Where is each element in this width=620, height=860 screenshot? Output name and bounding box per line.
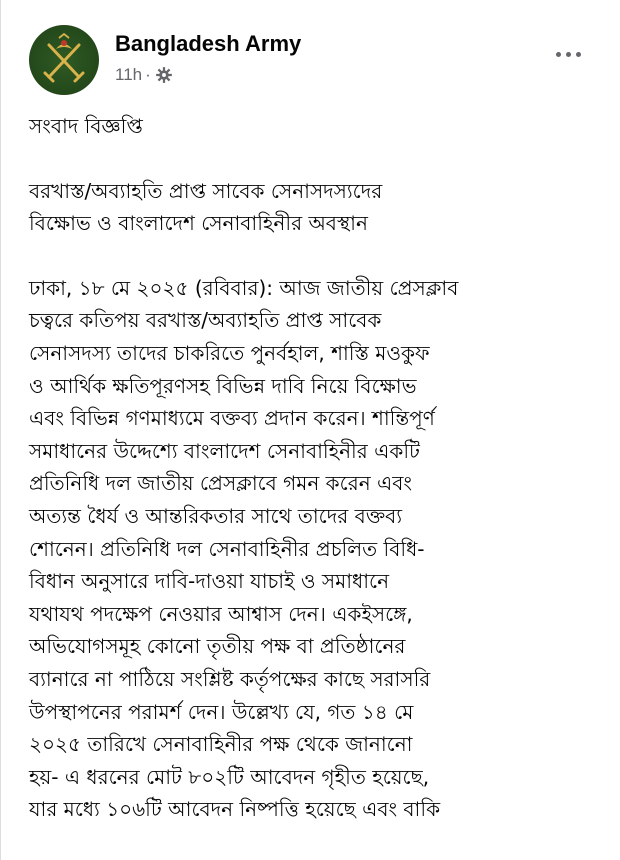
post-body: ঢাকা, ১৮ মে ২০২৫ (রবিবার): আজ জাতীয় প্রেসক্লাব চত্বরে কতিপয় বরখাস্ত/অব্যাহতি প্রাপ্ত সাবেক সেনাসদস্য তাদের চাকরিতে পুনর্বহাল, শাস্তি মওকুফ ও আর্থিক ক্ষতিপূরণসহ বিভিন্ন দাবি নিয়ে বিক্ষোভ এবং বিভিন্ন গণমাধ্যমে বক্তব্য প্রদান করেন। শান্তিপূর্ণ সমাধানের উদ্দেশ্যে বাংলাদেশ সেনাবাহিনীর একটি প্রতিনিধি দল জাতীয় প্রেসক্লাবে গমন করেন এবং অত্যন্ত ধৈর্য ও আন্তরিকতার সাথে তাদের বক্তব্য শোনেন। প্রতিনিধি দল সেনাবাহিনীর প্রচলিত বিধি- বিধান অনুসারে দাবি-দাওয়া যাচাই ও সমাধানে যথাযথ পদক্ষেপ নেওয়ার আশ্বাস দেন। একইসঙ্গে, অভিযোগসমূহ কোনো তৃতীয় পক্ষ বা প্রতিষ্ঠানের ব্যানারে না পাঠিয়ে সংশ্লিষ্ট কর্তৃপক্ষের কাছে সরাসরি উপস্থাপনের পরামর্শ দেন। উল্লেখ্য যে, গত ১৪ মে ২০২৫ তারিখে সেনাবাহিনীর পক্ষ থেকে জানানো হয়- এ ধরনের মোট ৮০২টি আবেদন গৃহীত হয়েছে, যার মধ্যে ১০৬টি আবেদন নিষ্পত্তি হয়েছে এবং বাকি [29, 275, 459, 822]
army-emblem-icon [29, 25, 99, 95]
dot-2 [566, 52, 571, 57]
avatar[interactable] [29, 25, 99, 95]
dot-3 [576, 52, 581, 57]
post-title: বরখাস্ত/অব্যাহতি প্রাপ্ত সাবেক সেনাসদস্যদের বিক্ষোভ ও বাংলাদেশ সেনাবাহিনীর অবস্থান [29, 178, 383, 236]
gear-icon[interactable] [155, 66, 173, 84]
meta-separator: · [145, 65, 151, 84]
post-content [29, 110, 601, 858]
dot-1 [556, 52, 561, 57]
post-heading: সংবাদ বিজ্ঞপ্তি [29, 114, 143, 138]
post-meta [115, 65, 173, 85]
more-dots-icon[interactable] [548, 39, 588, 69]
post-header [29, 25, 600, 95]
page-name-link[interactable]: Bangladesh Army [115, 31, 302, 56]
post-timestamp[interactable]: 11h [115, 65, 143, 84]
